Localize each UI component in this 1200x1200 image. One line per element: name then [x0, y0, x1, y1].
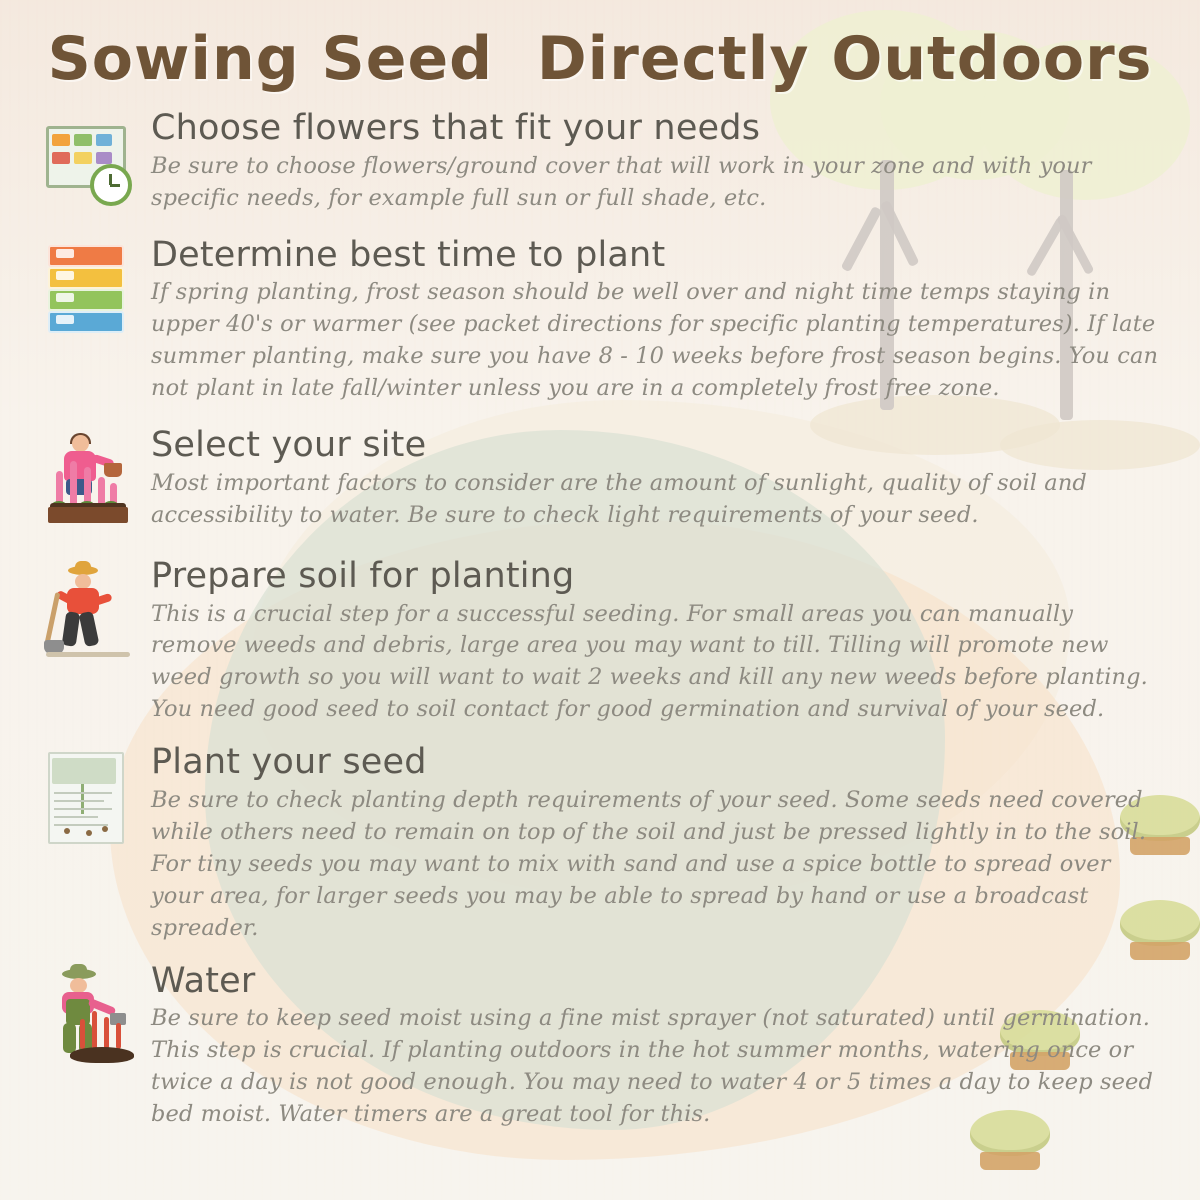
step-text [145, 234, 1160, 406]
step-text [145, 960, 1160, 1132]
list-item [0, 555, 1200, 727]
step-heading: Plant your seed [151, 742, 427, 783]
list-item [0, 744, 1200, 944]
step-body: If spring planting, frost season should be well over and night time temps staying in upper 40's or warmer (see packet directions for specific planting temperatures). If late summer planting, make sure you have 8 - 10 weeks before frost season begins. You can not plant in late fall/winter unless you are in a completely frost free zone. [151, 279, 1159, 402]
step-icon-slot [30, 237, 145, 335]
step-body: This is a crucial step for a successful seeding. For small areas you can manually remove weeds and debris, large area you may want to till. Tilling will promote new weed growth so you will want to wait 2 weeks and kill any new weeds before planting. You need good seed to soil contact for good germination and survival of your seed. [151, 600, 1148, 723]
step-text [145, 427, 1160, 532]
man-digging-with-shovel-icon [42, 564, 134, 656]
page-title: Sowing Seed Directly Outdoors [47, 24, 1153, 94]
step-text [145, 744, 1160, 944]
list-item [0, 427, 1200, 532]
step-body: Be sure to keep seed moist using a fine mist sprayer (not saturated) until germination. This step is crucial. If planting outdoors in the hot summer months, watering once or twice a day is not good enough. You may need to water 4 or 5 times a day to keep seed bed moist. Water timers are a great tool for this. [151, 1005, 1153, 1128]
seed-packet-board-clock-icon [42, 116, 134, 208]
gardener-watering-seedlings-icon [42, 969, 134, 1061]
step-text [145, 110, 1160, 215]
season-cards-icon [42, 243, 134, 335]
step-heading: Choose flowers that fit your needs [151, 108, 761, 148]
step-icon-slot [30, 963, 145, 1061]
step-heading: Prepare soil for planting [151, 555, 575, 596]
step-heading: Determine best time to plant [151, 234, 666, 275]
step-heading: Select your site [151, 425, 427, 466]
gardener-with-potted-flowers-icon [42, 433, 134, 525]
step-icon-slot [30, 558, 145, 656]
steps-list [0, 110, 1200, 1131]
step-icon-slot [30, 744, 145, 842]
step-heading: Water [151, 960, 256, 1001]
step-body: Be sure to choose flowers/ground cover that will work in your zone and with your specific needs, for example full sun or full shade, etc. [151, 152, 1092, 211]
step-icon-slot [30, 427, 145, 525]
planting-diagram-card-icon [42, 750, 134, 842]
step-text [145, 555, 1160, 727]
step-body: Be sure to check planting depth requirements of your seed. Some seeds need covered while others need to remain on top of the soil and just be pressed lightly in to the soil. For tiny seeds you may want to mix with sand and use a spice bottle to spread over your area, for larger seeds you may be able to spread by hand or use a broadcast spreader. [151, 787, 1147, 941]
list-item [0, 234, 1200, 406]
step-icon-slot [30, 110, 145, 208]
list-item [0, 960, 1200, 1132]
step-body: Most important factors to consider are the amount of sunlight, quality of soil and accessibility to water. Be sure to check light requirements of your seed. [151, 469, 1087, 528]
list-item [0, 110, 1200, 215]
